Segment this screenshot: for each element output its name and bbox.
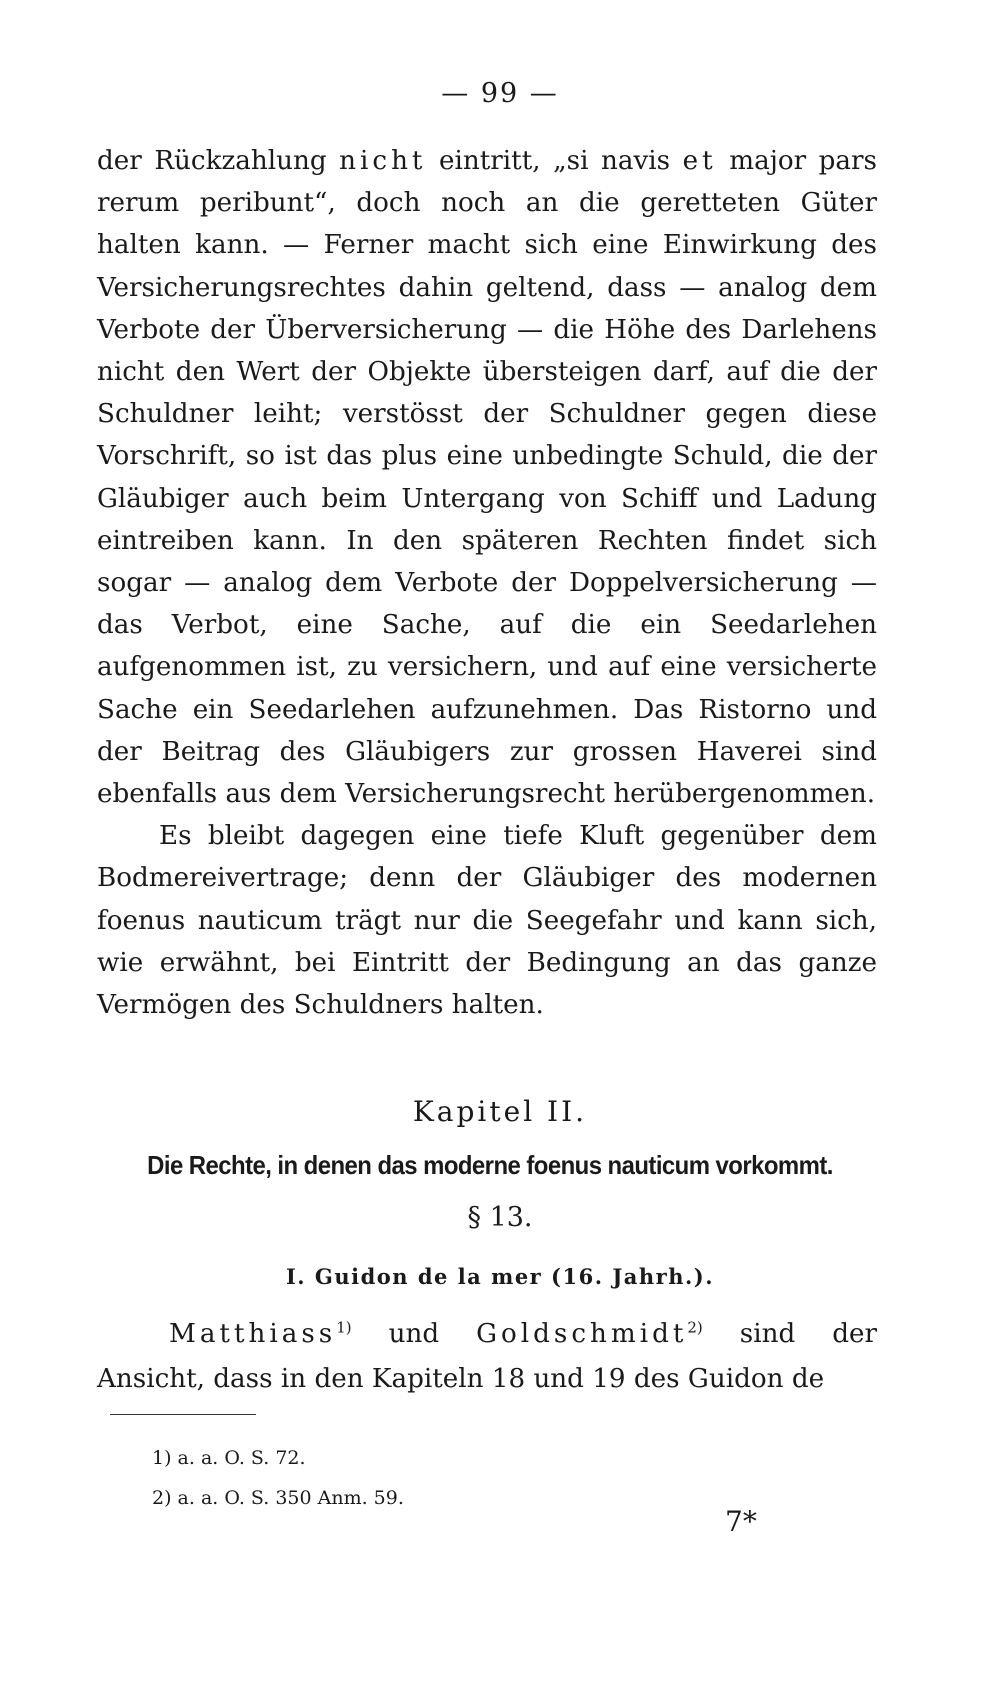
paragraph-2: Es bleibt dagegen eine tiefe Kluft gegenüber dem Bodmereivertrage; denn der Gläubiger des modernen foenus nauticum trägt nur die Seegefahr und kann sich, wie erwähnt, bei Eintritt der Bedingung an das ganze Vermögen des Schuldners halten. — [97, 821, 877, 1021]
footnote-1: 1) a. a. O. S. 72. — [152, 1447, 306, 1469]
chapter-title: Die Rechte, in denen das moderne foenus nauticum vorkommt. — [147, 1150, 833, 1180]
paragraph-1-part-1: der Rückzahlung — [97, 146, 340, 176]
footnote-ref-2: 2) — [687, 1318, 703, 1337]
section-connector: und — [351, 1319, 477, 1349]
author-name-2: Goldschmidt — [476, 1319, 688, 1349]
section-paragraph — [97, 1312, 877, 1402]
signature-mark: 7* — [725, 1505, 757, 1538]
footnotes — [152, 1438, 652, 1518]
chapter-heading: Kapitel II. — [412, 1095, 588, 1128]
section-paragraph-text: sind der Ansicht, dass in den Kapiteln 18 und 19 des Guidon de — [97, 1319, 877, 1394]
footnote-2: 2) a. a. O. S. 350 Anm. 59. — [152, 1487, 404, 1509]
emphasis-nicht: nicht — [339, 146, 427, 176]
paragraph-1 — [97, 140, 877, 815]
body-text — [97, 140, 877, 1026]
emphasis-et: et — [682, 146, 717, 176]
paragraph-1-part-2: eintritt, „si navis — [426, 146, 683, 176]
author-name-1: Matthiass — [169, 1319, 337, 1349]
footnote-divider — [110, 1414, 256, 1415]
section-subtitle: I. Guidon de la mer (16. Jahrh.). — [285, 1264, 715, 1289]
page-number: — 99 — — [441, 78, 559, 109]
paragraph-1-part-3: major pars rerum peribunt“, doch noch an die geretteten Güter halten kann. — Ferner macht sich eine Einwirkung des Versicherungsrechtes dahin geltend, dass — analog dem Verbote der Überversicherung — die Höhe des Darlehens nicht den Wert der Objekte übersteigen darf, auf die der Schuldner leiht; verstösst der Schuldner gegen diese Vorschrift, so ist das plus eine unbedingte Schuld, die der Gläubiger auch beim Untergang von Schiff und Ladung eintreiben kann. In den späteren Rechten findet sich sogar — analog dem Verbote der Doppelversicherung — das Verbot, eine Sache, auf die ein Seedarlehen aufgenommen ist, zu versichern, und auf eine versicherte Sache ein Seedarlehen aufzunehmen. Das Ristorno und der Beitrag des Gläubigers zur grossen Haverei sind ebenfalls aus dem Versicherungsrecht herübergenommen. — [97, 146, 877, 810]
footnote-ref-1: 1) — [336, 1318, 352, 1337]
section-mark: § 13. — [467, 1202, 533, 1233]
section-text — [97, 1312, 877, 1402]
